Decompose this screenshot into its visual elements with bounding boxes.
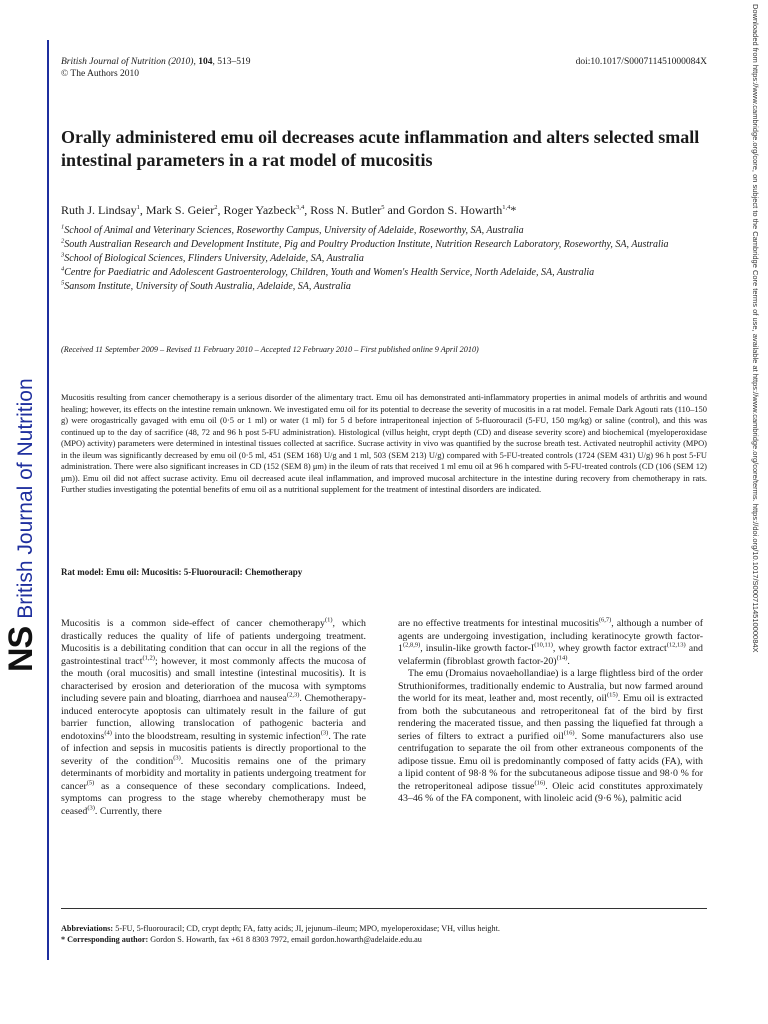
affiliation-number: 5 — [61, 279, 65, 287]
author-affiliation-mark: 3,4 — [296, 204, 305, 211]
doi[interactable]: doi:10.1017/S000711451000084X — [575, 57, 707, 67]
author-name: Mark S. Geier — [145, 203, 215, 217]
affiliation — [61, 266, 711, 280]
affiliations — [61, 224, 711, 294]
affiliation-number: 1 — [61, 223, 65, 231]
author-separator: , — [217, 203, 224, 217]
ns-logo: NS — [2, 626, 40, 672]
corresponding-author: * Corresponding author: Gordon S. Howarth, fax +61 8 8303 7972, email gordon.howarth@adelaide.edu.au — [61, 935, 422, 944]
keywords: Rat model: Emu oil: Mucositis: 5-Fluorouracil: Chemotherapy — [61, 567, 303, 577]
citation[interactable]: (16) — [534, 779, 546, 787]
article-title: Orally administered emu oil decreases acute inflammation and alters selected small intestinal parameters in a rat model of mucositis — [61, 127, 700, 170]
affiliation — [61, 224, 711, 238]
journal-reference: British Journal of Nutrition (2010), 104, 513–519 © The Authors 2010 — [61, 57, 251, 79]
paragraph-text: , although a number of agents are undergoing investigation, including keratinocyte growth factor-1 — [398, 618, 703, 654]
affiliation — [61, 280, 711, 294]
author-list — [61, 202, 711, 218]
affiliation-text: South Australian Research and Development Institute, Pig and Poultry Production Institute, Nutrition Research Laboratory, Roseworthy, SA, Australia — [64, 239, 669, 250]
affiliation-number: 2 — [61, 237, 65, 245]
citation[interactable]: (4) — [104, 729, 112, 737]
affiliation-text: Sansom Institute, University of South Australia, Adelaide, SA, Australia — [64, 281, 351, 292]
body-column-left — [61, 618, 366, 818]
paragraph — [398, 668, 703, 806]
citation[interactable]: (2,8,9) — [402, 641, 421, 649]
paragraph-text: , which drastically reduces the quality of life of patients undergoing treatment. Mucositis is a debilitating condition that can occur in all the regions of the gastrointestinal tract — [61, 618, 366, 667]
citation[interactable]: (1,2) — [142, 654, 155, 662]
paragraph-text: Mucositis is a common side-effect of cancer chemotherapy — [61, 618, 325, 629]
footnotes — [61, 923, 707, 945]
paragraph-text: , insulin-like growth factor-I — [420, 643, 535, 654]
author-separator: and — [384, 203, 408, 217]
paragraph-text: . — [567, 655, 570, 667]
affiliation — [61, 238, 711, 252]
paragraph-text: . Currently, there — [94, 805, 162, 817]
author-name: Ross N. Butler — [310, 203, 382, 217]
paragraph — [61, 618, 366, 818]
paragraph-text: . Emu oil is extracted from both the subcutaneous and retroperitoneal fat of the bird by first rendering the macerated tissue, and then passing the liquefied fat through a series of filters to extract a purified oil — [398, 693, 703, 742]
author-affiliation-mark: 2 — [214, 204, 218, 211]
author-affiliation-mark: 1,4 — [502, 204, 511, 211]
copyright: © The Authors 2010 — [61, 69, 140, 79]
affiliation-text: School of Animal and Veterinary Sciences, Roseworthy Campus, University of Adelaide, Roseworthy, SA, Australia — [64, 225, 524, 236]
author-affiliation-mark: 1 — [136, 204, 140, 211]
paragraph-text: are no effective treatments for intestinal mucositis — [398, 618, 599, 629]
author-separator: , — [304, 203, 311, 217]
author-affiliation-mark: 5 — [381, 204, 385, 211]
citation[interactable]: (15) — [606, 691, 618, 699]
author-name: Gordon S. Howarth — [407, 203, 503, 217]
paragraph-text: ; however, it most commonly affects the mucosa of the mouth (oral mucositis) and small intestine (intestinal mucositis). It is characterised by erosion and deterioration of the mucosa with symptoms including severe pain and bloating, diarrhoea and nausea — [61, 655, 366, 704]
affiliation-text: Centre for Paediatric and Adolescent Gastroenterology, Children, Youth and Women's Health Service, North Adelaide, SA, Australia — [64, 267, 595, 278]
author-name: Ruth J. Lindsay — [61, 203, 137, 217]
paragraph-text: . Oleic acid constitutes approximately 43–46 % of the FA component, with linoleic acid (9·6 %), palmitic acid — [398, 780, 703, 804]
paragraph-text: and velafermin (fibroblast growth factor-20) — [398, 643, 703, 667]
citation[interactable]: (3) — [87, 804, 95, 812]
body-column-right — [398, 618, 703, 806]
paragraph-text: into the bloodstream, resulting in systemic infection — [111, 730, 321, 742]
citation[interactable]: (1) — [324, 616, 333, 624]
abstract — [61, 392, 707, 496]
affiliation-number: 3 — [61, 251, 65, 259]
paragraph — [398, 618, 703, 668]
paragraph-text: The emu (Dromaius novaehollandiae) is a large flightless bird of the order Struthioniformes, traditionally endemic to Australia, but now farmed around the world for its meat, leather and, most recently, oil — [398, 668, 703, 704]
journal-volume: 104 — [198, 57, 213, 67]
citation[interactable]: (3) — [320, 729, 329, 737]
journal-branding — [2, 32, 41, 672]
citation[interactable]: (2,3) — [286, 691, 300, 699]
citation[interactable]: (5) — [86, 779, 95, 787]
footnote-rule — [61, 908, 707, 909]
affiliation-number: 4 — [61, 265, 65, 273]
citation[interactable]: (3) — [173, 754, 181, 762]
download-notice[interactable]: Downloaded from https://www.cambridge.org/core, on subject to the Cambridge Core terms of use, available at https://www.cambridge.org/core/terms. https://doi.org/10.1017/S000711451000084X — [751, 4, 760, 653]
paragraph-text: . Chemotherapy-induced enterocyte apoptosis can ultimately result in the failure of gut barrier function, allowing translocation of pathogenic bacteria and endotoxins — [61, 693, 366, 742]
author-name: Roger Yazbeck — [223, 203, 297, 217]
affiliation-text: School of Biological Sciences, Flinders University, Adelaide, SA, Australia — [64, 253, 364, 264]
paragraph-text: . The rate of infection and sepsis in mucositis patients is directly proportional to the severity of the condition — [61, 730, 366, 767]
abbreviations: Abbreviations: 5-FU, 5-fluorouracil; CD, crypt depth; FA, fatty acids; JI, jejunum–ileum; MPO, myeloperoxidase; VH, villus height. — [61, 924, 500, 933]
abstract-text: Mucositis resulting from cancer chemotherapy is a serious disorder of the alimentary tract. Emu oil has demonstrated anti-inflammatory properties in animal models of arthritis and wound healing; however, its effects on the intestine remain unknown. We investigated emu oil for its potential to decrease the severity of mucositis in a rat model. Female Dark Agouti rats (110–150 g) were orogastrically gavaged with emu oil (0·5 or 1 ml) or water (1 ml) for 5 d before intraperitoneal injection of 5-fluorouracil (5-FU, 150 mg/kg) or saline (control), and this was continued up to the day of sacrifice (48, 72 and 96 h post 5-FU administration). Histological (villus height, crypt depth (CD) and disease severity score) and biochemical (myeloperoxidase (MPO) activity) parameters were determined in intestinal tissues collected at sacrifice. Sucrase activity in vivo was quantified by the sucrose breath test. Activated neutrophil activity (MPO) in the ileum was significantly decreased by emu oil (0·5 ml, 451 (SEM 168) U/g and 1 ml, 503 (SEM 213) U/g) compared with 5-FU-treated controls (1724 (SEM 431) U/g) 96 h post 5-FU administration. There were also significant increases in CD (152 (SEM 8) μm) in the ileum of rats that received 1 ml emu oil at 96 h compared with 5-FU-treated controls (CD (106 (SEM 12) μm)). Emu oil did not affect sucrase activity. Emu oil decreased acute ileal inflammation, and improved mucosal architecture in the intestine during recovery from chemotherapy in rats. Further studies investigating the potential benefits of emu oil as a nutritional supplement for the treatment of intestinal disorders are indicated. — [61, 392, 707, 494]
citation[interactable]: (12,13) — [666, 641, 686, 649]
citation[interactable]: (10,11) — [534, 641, 553, 649]
citation[interactable]: (16) — [563, 729, 575, 737]
paragraph-text: as a consequence of these secondary complications. Indeed, symptoms can progress to the stage whereby chemotherapy must be ceased — [61, 780, 366, 817]
received-dates: (Received 11 September 2009 – Revised 11 February 2010 – Accepted 12 February 2010 – First published online 9 April 2010) — [61, 345, 479, 354]
paragraph-text: . Some manufacturers also use centrifugation to separate the oil from other extraneous components of the adipose tissue. Emu oil is predominantly composed of fatty acids (FA), with a lipid content of 98·8 % for the subcutaneous adipose tissue and 98·0 % for the retroperitoneal adipose tissue — [398, 730, 703, 792]
journal-name: British Journal of Nutrition — [14, 378, 37, 619]
author-separator: , — [139, 203, 146, 217]
affiliation — [61, 252, 711, 266]
author-separator: * — [510, 203, 517, 217]
paragraph-text: . Mucositis remains one of the primary determinants of morbidity and mortality in patients undergoing treatment for cancer — [61, 755, 366, 792]
citation[interactable]: (6,7) — [598, 616, 612, 624]
citation[interactable]: (14) — [556, 654, 568, 662]
paragraph-text: , whey growth factor extract — [552, 643, 667, 654]
brand-bar — [47, 40, 49, 960]
